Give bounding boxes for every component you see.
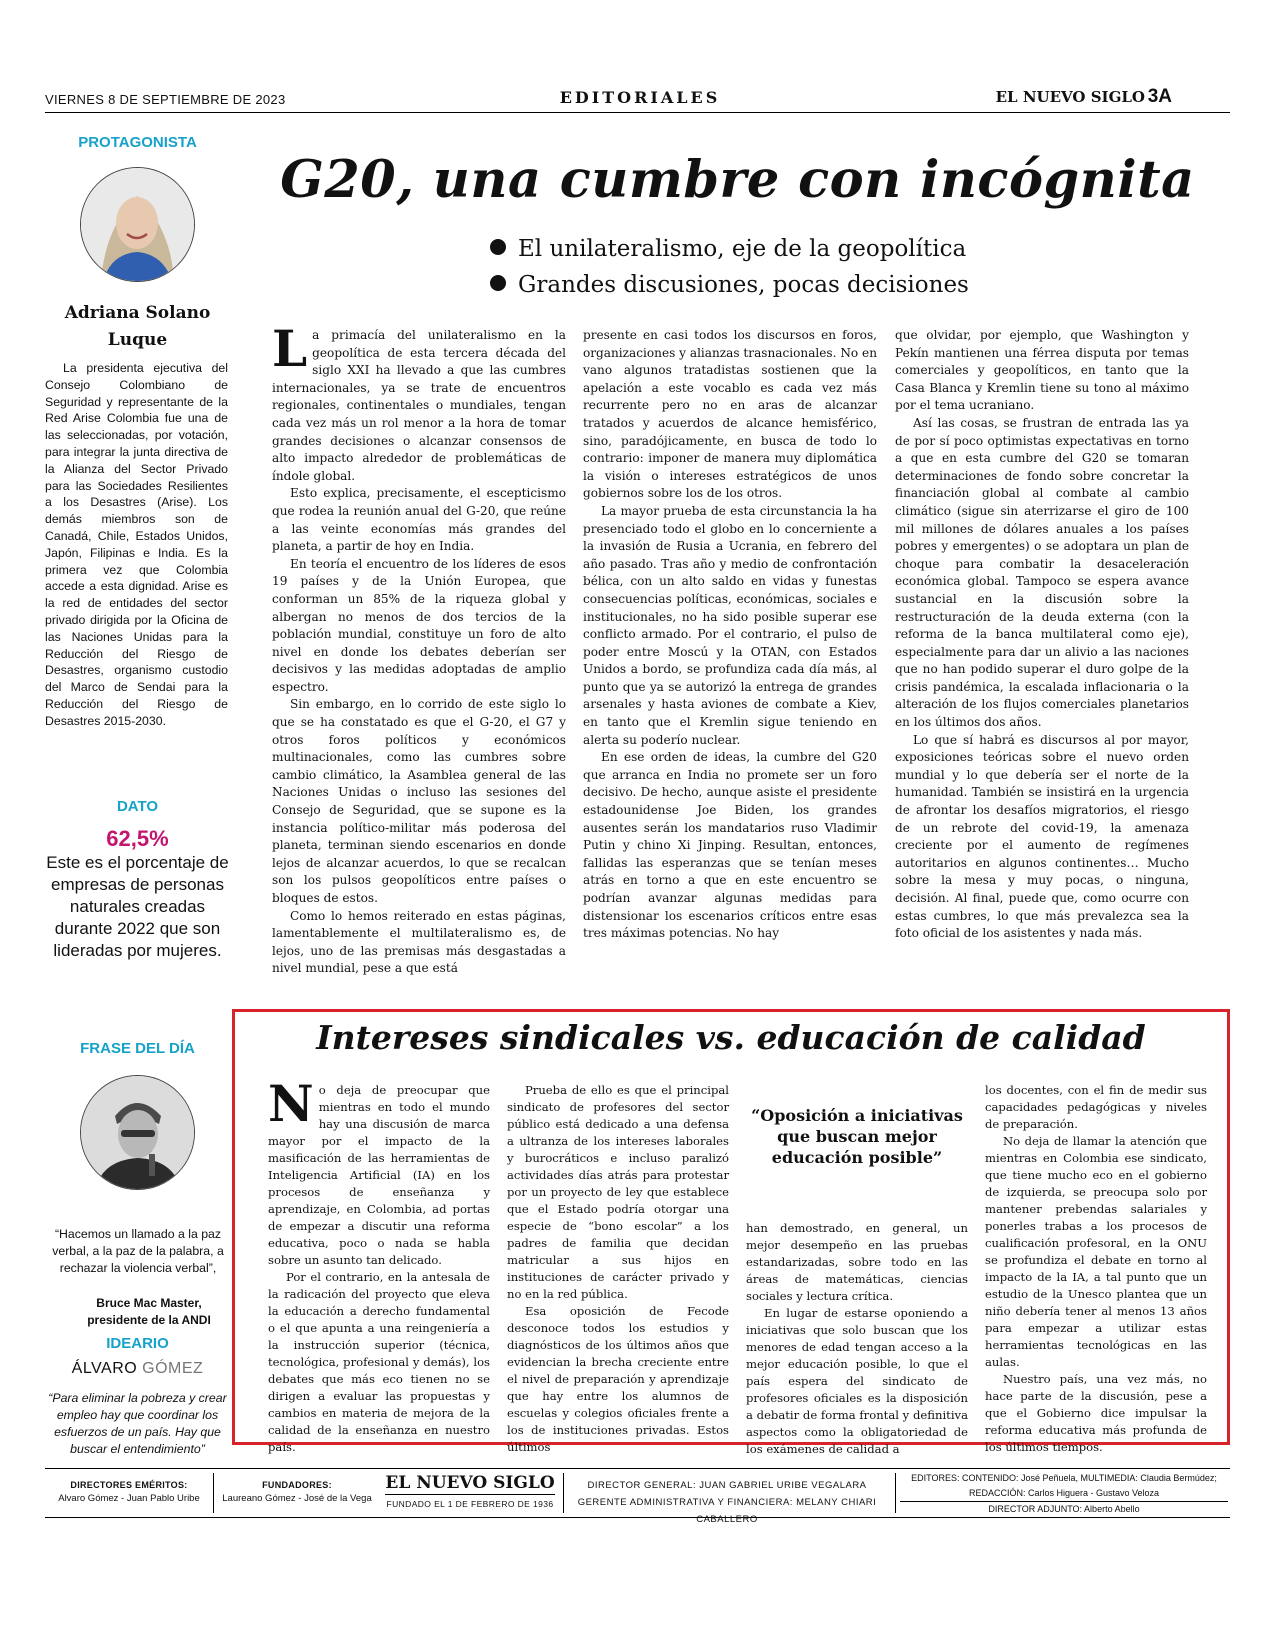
paragraph: presente en casi todos los discursos en foros, organizaciones y alianzas trasnacionales. No en vano algunos tratadistas sostienen que la apelación a este vocablo es cada vez más recurrente pero no en aras de alcanzar tratados y acuerdos de alcance hemisférico, sino, paradójicamente, en busca de todo lo contrario: imponer de manera muy diplomática la visión o intereses estratégicos de unos gobiernos sobre los de los otros.	[583, 328, 877, 501]
paragraph: Esto explica, precisamente, el escepticismo que rodea la reunión anual del G-20, que reúne a las veinte economías más grandes del planeta, a partir de hoy en India.	[272, 486, 566, 554]
footer-founded: FUNDADO EL 1 DE FEBRERO DE 1936	[386, 1499, 554, 1509]
pullquote: “Oposición a iniciativas que buscan mejor educación posible”	[751, 1106, 963, 1167]
editorial-2-column-1	[268, 1074, 490, 1456]
footer-divider	[563, 1473, 564, 1513]
dato-text: Este es el porcentaje de empresas de personas naturales creadas durante 2022 que son lideradas por mujeres.	[46, 853, 229, 960]
gerente: GERENTE ADMINISTRATIVA Y FINANCIERA: MELANY CHIARI CABALLERO	[577, 1497, 877, 1525]
paragraph: La primacía del unilateralismo en la geopolítica de esta tercera década del siglo XXI ha llevado a que las cumbres internacionales, ya se trate de encuentros regionales, continentales o mundiales, tengan cada vez más un rol menor a la hora de tomar grandes decisiones o alcanzar consensos de alto impacto alrededor de problemáticas de índole global.	[272, 319, 566, 483]
paragraph: Por el contrario, en la antesala de la radicación del proyecto que eleva la educación a derecho fundamental o el que apunta a una reingeniería a la instrucción superior (técnica, tecnológica, profesional y demás), los debates que más eco tienen no se dirigen a evaluar las propuestas y cambios en materia de mejora de la calidad de la enseñanza en nuestro país.	[268, 1270, 490, 1454]
bullet-icon	[490, 239, 506, 255]
editorial-column-2	[583, 327, 877, 943]
editorial-2-column-4	[985, 1082, 1207, 1456]
paragraph: Lo que sí habrá es discursos al por mayor, exposiciones teóricas sobre el nuevo orden mundial y lo que debería ser el norte de la humanidad. También se insistirá en la urgencia de afrontar los desafíos migratorios, el riesgo de un rebrote del covid-19, la amenaza creciente por el aumento de regímenes autoritarios en algunos continentes… Mucho sobre la mesa y muy pocas, o ninguna, decisión. Al final, puede que, como ocurre con estas cumbres, lo que más prevalezca sea la foto oficial de los asistentes y nada más.	[895, 732, 1189, 941]
editorial-2-title: Intereses sindicales vs. educación de calidad	[316, 1018, 1146, 1057]
paragraph: En lugar de estarse oponiendo a iniciativas que solo buscan que los menores de edad tengan acceso a la mejor educación posible, lo que el país espera del sindicato de profesores oficiales es la disposición a debatir de forma frontal y definitiva aspectos como la obligatoriedad de los exámenes de calidad a	[746, 1306, 968, 1456]
fundadores-label: FUNDADORES:	[262, 1480, 332, 1490]
footer-divider	[895, 1473, 896, 1513]
paragraph: Así las cosas, se frustran de entrada las ya de por sí poco optimistas expectativas en torno a que en esta cumbre del G20 se tomaran determinaciones de fondo sobre concretar la financiación global al combate al cambio climático (sigue sin aterrizarse el giro de 100 mil millones de dólares anuales a los países pobres y emergentes) o se adoptara un plan de choque para combatir la desaceleración económica global. Tampoco se espera avance sustancial en la discusión sobre la restructuración de la deuda externa (con la reforma de la banca multilateral como eje), especialmente para dar un alivio a las naciones que no han podido superar el duro golpe de la crisis pandémica, la escalada inflacionaria o la alteración de los flujos comerciales planetarios en los últimos dos años.	[895, 415, 1189, 730]
directores-emeritos	[49, 1479, 209, 1505]
quote-text: “Hacemos un llamado a la paz verbal, a la paz de la palabra, a rechazar la violencia verbal”,	[52, 1227, 224, 1275]
page-date: VIERNES 8 DE SEPTIEMBRE DE 2023	[45, 92, 286, 107]
protagonist-name: Adriana Solano Luque	[64, 303, 211, 350]
direction-block	[567, 1477, 887, 1528]
paragraph: que olvidar, por ejemplo, que Washington y Pekín mantienen una férrea disputa por temas comerciales y geopolíticos, en tanto que la Casa Blanca y Kremlin tiene su tono al máximo por el tema ucraniano.	[895, 328, 1189, 413]
dropcap: N	[268, 1074, 314, 1133]
ideario-quote: “Para eliminar la pobreza y crear empleo hay que coordinar los esfuerzos de un país. Hay que buscar el entendimiento”	[48, 1391, 227, 1456]
quote-author-photo	[80, 1075, 195, 1190]
ideario-author	[45, 1360, 230, 1378]
paragraph: Esa oposición de Fecode desconoce todos los estudios y diagnósticos de los últimos años que evidencian la brecha creciente entre el nivel de preparación y aprendizaje que hay entre los alumnos de escuelas y colegios oficiales frente a los de instituciones privadas. Estos últimos	[507, 1304, 729, 1454]
paragraph: los docentes, con el fin de medir sus capacidades pedagógicas y niveles de preparación.	[985, 1083, 1207, 1131]
editores-block	[900, 1471, 1228, 1517]
director-adjunto: DIRECTOR ADJUNTO: Alberto Abello	[900, 1501, 1228, 1517]
footer-divider	[213, 1473, 214, 1513]
bullet-icon	[490, 275, 506, 291]
section-name: EDITORIALES	[559, 88, 721, 107]
editores-line-2: REDACCIÓN: Carlos Higuera - Gustavo Veloza	[968, 1488, 1160, 1498]
masthead-footer	[45, 1468, 1230, 1525]
protagonist-photo	[80, 167, 195, 282]
paragraph: Sin embargo, en lo corrido de este siglo lo que se ha constatado es que el G-20, el G7 y otros foros políticos y económicos multinacionales, como las cumbres sobre cambio climático, la Asamblea general de las Naciones Unidas o incluso las sesiones del Consejo de Seguridad, que se supone es la instancia político-militar más poderosa del planeta, terminan siendo escenarios en donde lejos de alcanzar acuerdos, lo que se recalcan son los pulsos geopolíticos entre países o bloques de estos.	[272, 697, 566, 905]
kicker-1-text: El unilateralismo, eje de la geopolítica	[518, 236, 967, 262]
footer-brand-block	[385, 1472, 555, 1511]
quote-author	[48, 1295, 228, 1329]
page-number: 3A	[1147, 86, 1172, 107]
quote-author-name: Bruce Mac Master,	[96, 1296, 202, 1310]
fundadores-names: Laureano Gómez - José de la Vega	[222, 1493, 372, 1504]
editorial-2-column-3	[746, 1220, 968, 1458]
editorial-column-3	[895, 327, 1189, 943]
editorial-title: G20, una cumbre con incógnita	[280, 150, 1195, 210]
protagonista-label: PROTAGONISTA	[78, 134, 197, 151]
paragraph: han demostrado, en general, un mejor desempeño en las pruebas estandarizadas, sobre todo en las áreas de matemáticas, ciencias sociales y lectura crítica.	[746, 1221, 968, 1303]
kicker-2-text: Grandes discusiones, pocas decisiones	[518, 272, 969, 298]
ideario-label: IDEARIO	[106, 1335, 169, 1352]
paragraph: En ese orden de ideas, la cumbre del G20 que arranca en India no promete ser un foro decisivo. De hecho, aunque asiste el presidente estadounidense Joe Biden, los grandes ausentes serán los mandatarios ruso Vladimir Putin y chino Xi Jinping. Resultan, entonces, fallidas las esperanzas que se tenían meses atrás en torno a que en este encuentro se podrían avanzar algunas medidas para distensionar los escenarios críticos entre esas tres máximas potencias. No hay	[583, 750, 877, 941]
protagonist-bio: La presidenta ejecutiva del Consejo Colombiano de Seguridad y representante de la Red Arise Colombia fue una de las seleccionadas, por votación, para integrar la junta directiva de la Alianza del Sector Privado para las Sociedades Resilientes a los Desastres (Arise). Los demás miembros son de Canadá, Chile, Estados Unidos, Japón, Filipinas e India. Es la primera vez que Colombia accede a esta dignidad. Arise es la red de entidades del sector privado dirigida por la Oficina de las Naciones Unidas para la Reducción del Riesgo de Desastres, organismo custodio del Marco de Sendai para la Reducción del Riesgo de Desastres 2015-2030.	[45, 361, 228, 728]
top-rule	[45, 112, 1230, 113]
directores-label: DIRECTORES EMÉRITOS:	[70, 1480, 188, 1490]
paragraph: Nuestro país, una vez más, no hace parte de la discusión, pese a que el Gobierno dice impulsar la reforma educativa más profunda de los últimos tiempos.	[985, 1372, 1207, 1454]
dato-value: 62,5%	[106, 826, 169, 851]
editorial-column-1	[272, 319, 566, 978]
newspaper-brand: EL NUEVO SIGLO	[995, 88, 1145, 106]
dropcap: L	[272, 319, 308, 378]
fundadores	[217, 1479, 377, 1505]
paragraph: La mayor prueba de esta circunstancia la ha presenciado todo el globo en lo concerniente a la invasión de Rusia a Ucrania, en febrero del año pasado. Tras año y medio de confrontación bélica, con un alto saldo en vidas y funestas consecuencias políticas, económicas, sociales e institucionales, no ha sido posible superar ese conflicto armado. Por el contrario, el pulso de poder entre Moscú y la OTAN, con Estados Unidos a bordo, se profundiza cada día más, al punto que ya se autorizó la entrega de grandes arsenales y hasta aviones de combate a Kiev, en tanto que el Kremlin sigue teniendo en alerta su poderío nuclear.	[583, 503, 877, 747]
director-general: DIRECTOR GENERAL: JUAN GABRIEL URIBE VEGALARA	[587, 1480, 867, 1491]
ideario-author-first: ÁLVARO	[71, 1360, 138, 1377]
quote-author-role: presidente de la ANDI	[87, 1313, 211, 1327]
directores-names: Alvaro Gómez - Juan Pablo Uribe	[58, 1493, 200, 1504]
paragraph: Como lo hemos reiterado en estas páginas, lamentablemente el multilateralismo es, de lejos, uno de las premisas más desgastadas a nivel mundial, pese a que está	[272, 908, 566, 976]
editorial-2-column-2	[507, 1082, 729, 1456]
paragraph: No deja de preocupar que mientras en todo el mundo hay una discusión de marca mayor por el impacto de la masificación de las herramientas de Inteligencia Artificial (IA) en los procesos de enseñanza y aprendizaje, en Colombia, ad portas de empezar a discutir una reforma educativa, poco o nada se habla sobre un asunto tan delicado.	[268, 1074, 490, 1267]
editores-line-1: EDITORES: CONTENIDO: José Peñuela, MULTIMEDIA: Claudia Bermúdez;	[911, 1473, 1217, 1483]
frase-label: FRASE DEL DÍA	[80, 1040, 195, 1057]
protagonist-portrait-icon	[81, 168, 194, 281]
kicker-2	[490, 272, 969, 298]
footer-brand: EL NUEVO SIGLO	[385, 1473, 555, 1493]
kicker-1	[490, 236, 966, 262]
dato-label: DATO	[116, 798, 159, 815]
ideario-author-last: GÓMEZ	[142, 1360, 204, 1377]
paragraph: No deja de llamar la atención que mientras en Colombia ese sindicato, que tiene mucho eco en el gobierno de izquierda, se preocupa solo por mantener prebendas salariales y ponerles trabas a los procesos de cualificación profesoral, en la ONU se profundiza el debate en torno al impacto de la IA, a tal punto que un estudio de la Unesco plantea que un niño debería tener al menos 13 años para empezar a utilizar estas herramientas tecnológicas en las aulas.	[985, 1134, 1207, 1369]
paragraph: En teoría el encuentro de los líderes de esos 19 países y de la Unión Europea, que conforman un 85% de la riqueza global y albergan no menos de dos tercios de la población mundial, constituye un foro de alto nivel en donde los debates deberían ser decisivos y las medidas adoptadas de amplio espectro.	[272, 556, 566, 694]
paragraph: Prueba de ello es que el principal sindicato de profesores del sector público está dedicado a una defensa a ultranza de los intereses laborales y burocráticos e incluso paralizó actividades días atrás para protestar por un proyecto de ley que establece que el Estado podría otorgar una especie de “bono escolar” a los padres de familia que decidan matricular a sus hijos en instituciones de carácter privado y no en la red pública.	[507, 1083, 729, 1301]
quote-author-portrait-icon	[81, 1076, 194, 1189]
